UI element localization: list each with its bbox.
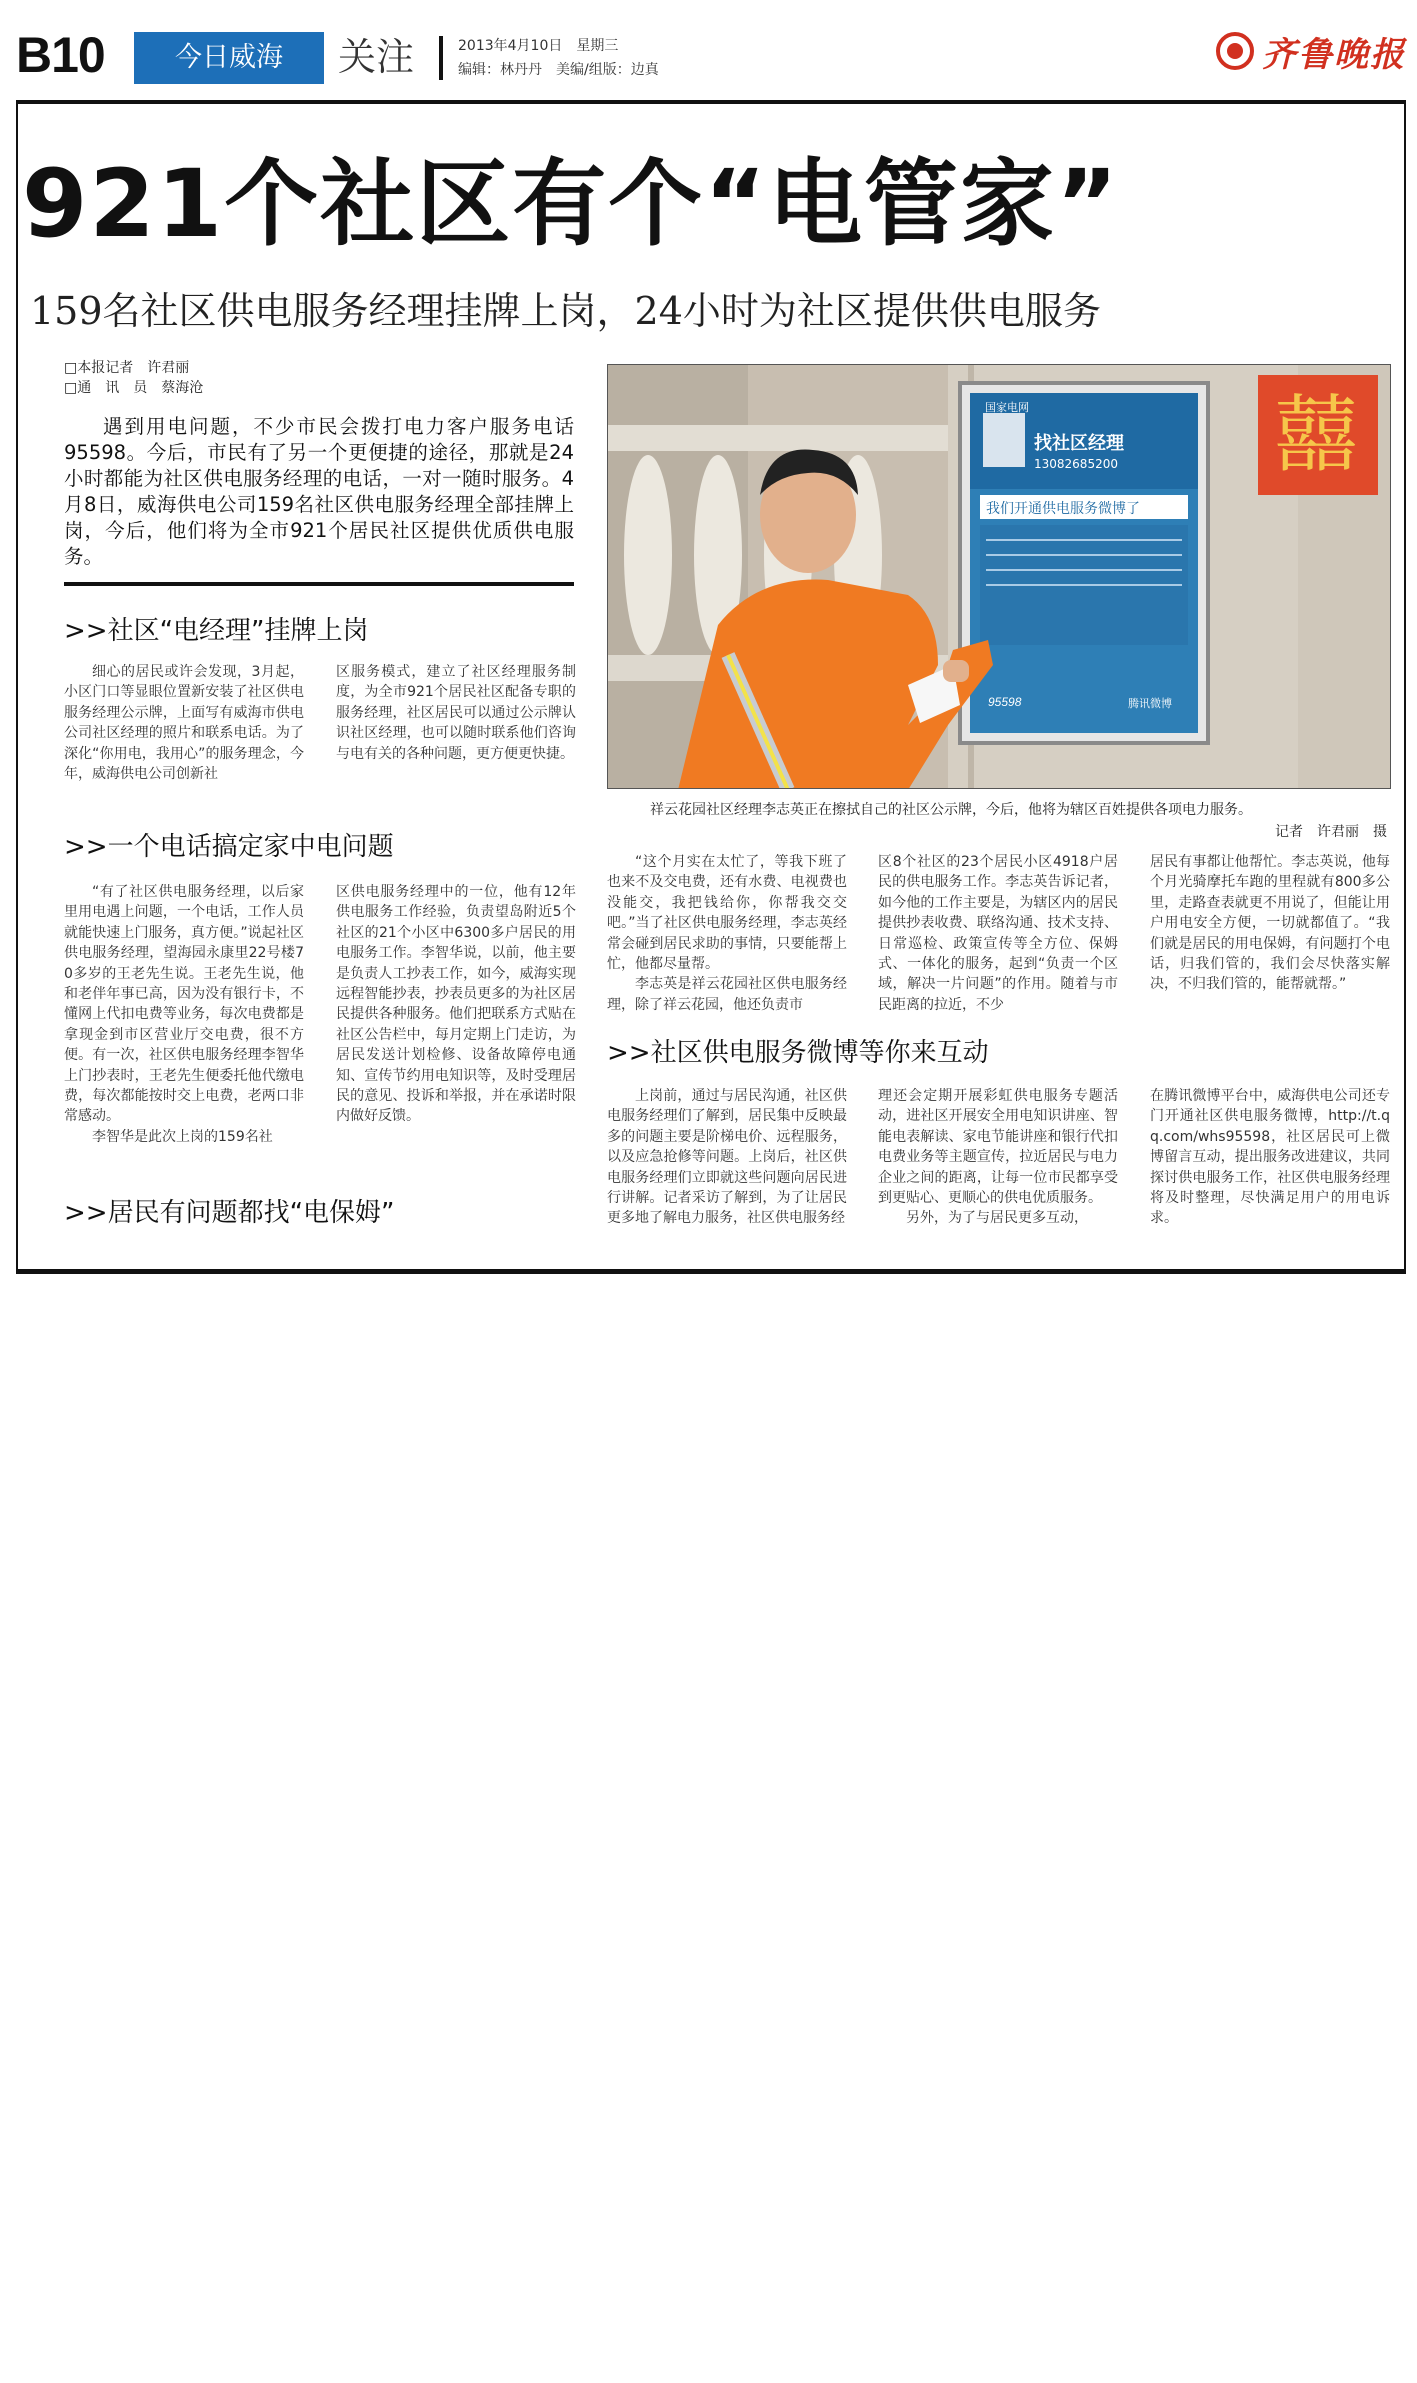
- subheadline: 159名社区供电服务经理挂牌上岗，24小时为社区提供供电服务: [30, 289, 1101, 333]
- byline: [64, 358, 203, 398]
- text-column-s3a: [607, 852, 847, 1028]
- text-column-s2b: [336, 882, 576, 1172]
- text-column-s4b: [878, 1086, 1118, 1262]
- text-column-s1a: [64, 662, 304, 812]
- board-weibo: 腾讯微博: [1128, 697, 1172, 710]
- page-number: B10: [16, 27, 105, 83]
- topic-label: 关注: [338, 35, 415, 79]
- masthead: [16, 22, 1406, 90]
- paragraph: 居民有事都让他帮忙。李志英说，他每个月光骑摩托车跑的里程就有800多公里，走路查表就更不用说了，但能让用户用电安全方便，一切就都值了。“我们就是居民的用电保姆，有问题打个电话，归我们管的，我们会尽快落实解决，不归我们管的，能帮就帮。”: [1150, 854, 1390, 993]
- paragraph: 理还会定期开展彩虹供电服务专题活动，进社区开展安全用电知识讲座、智能电表解读、家电节能讲座和银行代扣电费业务等主题宣传，拉近居民与电力企业之间的距离，让每一位市民都享受到更贴心、更顺心的供电优质服务。: [878, 1088, 1118, 1207]
- text-column-s3b: [878, 852, 1118, 1028]
- paragraph: 在腾讯微博平台中，威海供电公司还专门开通社区供电服务微博，http://t.qq.com/whs95598，社区居民可上微博留言互动，提出服务改进建议，共同探讨供电服务工作，社区供电服务经理将及时整理，尽快满足用户的用电诉求。: [1150, 1088, 1390, 1227]
- paragraph: 细心的居民或许会发现，3月起，小区门口等显眼位置新安装了社区供电服务经理公示牌，上面写有威海市供电公司社区经理的照片和联系电话。为了深化“你用电，我用心”的服务理念，今年，威海供电公司创新社: [64, 664, 304, 783]
- headline: 921个社区有个“电管家”: [22, 150, 1120, 259]
- text-column-s4a: [607, 1086, 847, 1262]
- article-photo: [607, 364, 1391, 789]
- logo-emblem-icon: [1216, 32, 1254, 70]
- logo-text: 齐鲁晚报: [1262, 34, 1406, 75]
- board-slogan: 我们开通供电服务微博了: [986, 501, 1140, 517]
- paragraph: “这个月实在太忙了，等我下班了也来不及交电费，还有水费、电视费也没能交，我把钱给你，你帮我交交吧。”当了社区供电服务经理，李志英经常会碰到居民求助的事情，只要能帮上忙，他都尽量帮。: [607, 854, 847, 973]
- byline-correspondent: □通 讯 员 蔡海沧: [64, 380, 204, 396]
- text-column-s3c: [1150, 852, 1390, 1028]
- board-phone: 13082685200: [1034, 457, 1118, 471]
- paragraph: “有了社区供电服务经理，以后家里用电遇上问题，一个电话，工作人员就能快速上门服务，真方便。”说起社区供电服务经理，望海园永康里22号楼70多岁的王老先生说。王老先生说，他和老伴年事已高，因为没有银行卡，不懂网上代扣电费等业务，每次电费都是拿现金到市区营业厅交电费，很不方便。有一次，社区供电服务经理李智华上门抄表时，王老先生便委托他代缴电费，每次都能按时交上电费，老两口非常感动。: [64, 884, 304, 1125]
- board-brand: 国家电网: [985, 401, 1029, 414]
- section-heading-manager: >>社区“电经理”挂牌上岗: [64, 616, 369, 646]
- board-title: 找社区经理: [1034, 433, 1124, 454]
- paragraph: 区供电服务经理中的一位，他有12年供电服务工作经验，负责望岛附近5个社区的21个小区中6300多户居民的用电服务工作。李智华说，以前，他主要是负责人工抄表工作，如今，威海实现远程智能抄表，抄表员更多的为社区居民提供各种服务。他们把联系方式贴在社区公告栏中，每月定期上门走访，为居民发送计划检修、设备故障停电通知、宣传节约用电知识等，及时受理居民的意见、投诉和举报，并在承诺时限内做好反馈。: [336, 884, 576, 1125]
- issue-date: 2013年4月10日 星期三: [458, 38, 619, 54]
- section-heading-weibo: >>社区供电服务微博等你来互动: [607, 1038, 989, 1068]
- section-heading-nanny: >>居民有问题都找“电保姆”: [64, 1198, 395, 1228]
- sign-character: 囍: [1274, 386, 1359, 484]
- paragraph: 李智华是此次上岗的159名社: [92, 1128, 273, 1145]
- board-hotline: 95598: [988, 695, 1022, 709]
- photo-caption: 祥云花园社区经理李志英正在擦拭自己的社区公示牌，今后，他将为辖区百姓提供各项电力服务。: [650, 802, 1252, 818]
- paragraph: 另外，为了与居民更多互动，: [906, 1210, 1088, 1227]
- paragraph: 上岗前，通过与居民沟通，社区供电服务经理们了解到，居民集中反映最多的问题主要是阶梯电价、远程服务，以及应急抢修等问题。上岗后，社区供电服务经理们立即就这些问题向居民进行讲解。记者采访了解到，为了让居民更多地了解电力服务，社区供电服务经: [607, 1088, 847, 1227]
- text-column-s4c: [1150, 1086, 1390, 1262]
- section-label: 今日威海: [134, 32, 324, 84]
- text-column-s1b: [336, 662, 576, 812]
- editor-credit: 编辑：林丹丹 美编/组版：边真: [458, 62, 659, 78]
- byline-reporter: □本报记者 许君丽: [64, 360, 190, 376]
- paragraph: 区服务模式，建立了社区经理服务制度，为全市921个居民社区配备专职的服务经理，社区居民可以通过公示牌认识社区经理，也可以随时联系他们咨询与电有关的各种问题，更方便更快捷。: [336, 664, 576, 762]
- masthead-divider: [439, 36, 443, 80]
- newspaper-logo: [1216, 26, 1406, 76]
- lead-paragraph: 遇到用电问题，不少市民会拨打电力客户服务电话95598。今后，市民有了另一个更便捷的途径，那就是24小时都能为社区供电服务经理的电话，一对一随时服务。4月8日，威海供电公司159名社区供电服务经理全部挂牌上岗，今后，他们将为全市921个居民社区提供优质供电服务。: [64, 415, 574, 568]
- lead-divider: [64, 582, 574, 586]
- photo-credit: 记者 许君丽 摄: [1275, 824, 1387, 840]
- text-column-s2a: [64, 882, 304, 1172]
- paragraph: 区8个社区的23个居民小区4918户居民的供电服务工作。李志英告诉记者，如今他的工作主要是，为辖区内的居民提供抄表收费、联络沟通、技术支持、日常巡检、政策宣传等全方位、保姆式、一体化的服务，起到“负责一个区域，解决一片问题”的作用。随着与市民距离的拉近，不少: [878, 854, 1118, 1013]
- section-heading-phone: >>一个电话搞定家中电问题: [64, 832, 394, 862]
- paragraph: 李志英是祥云花园社区供电服务经理，除了祥云花园，他还负责市: [607, 976, 847, 1013]
